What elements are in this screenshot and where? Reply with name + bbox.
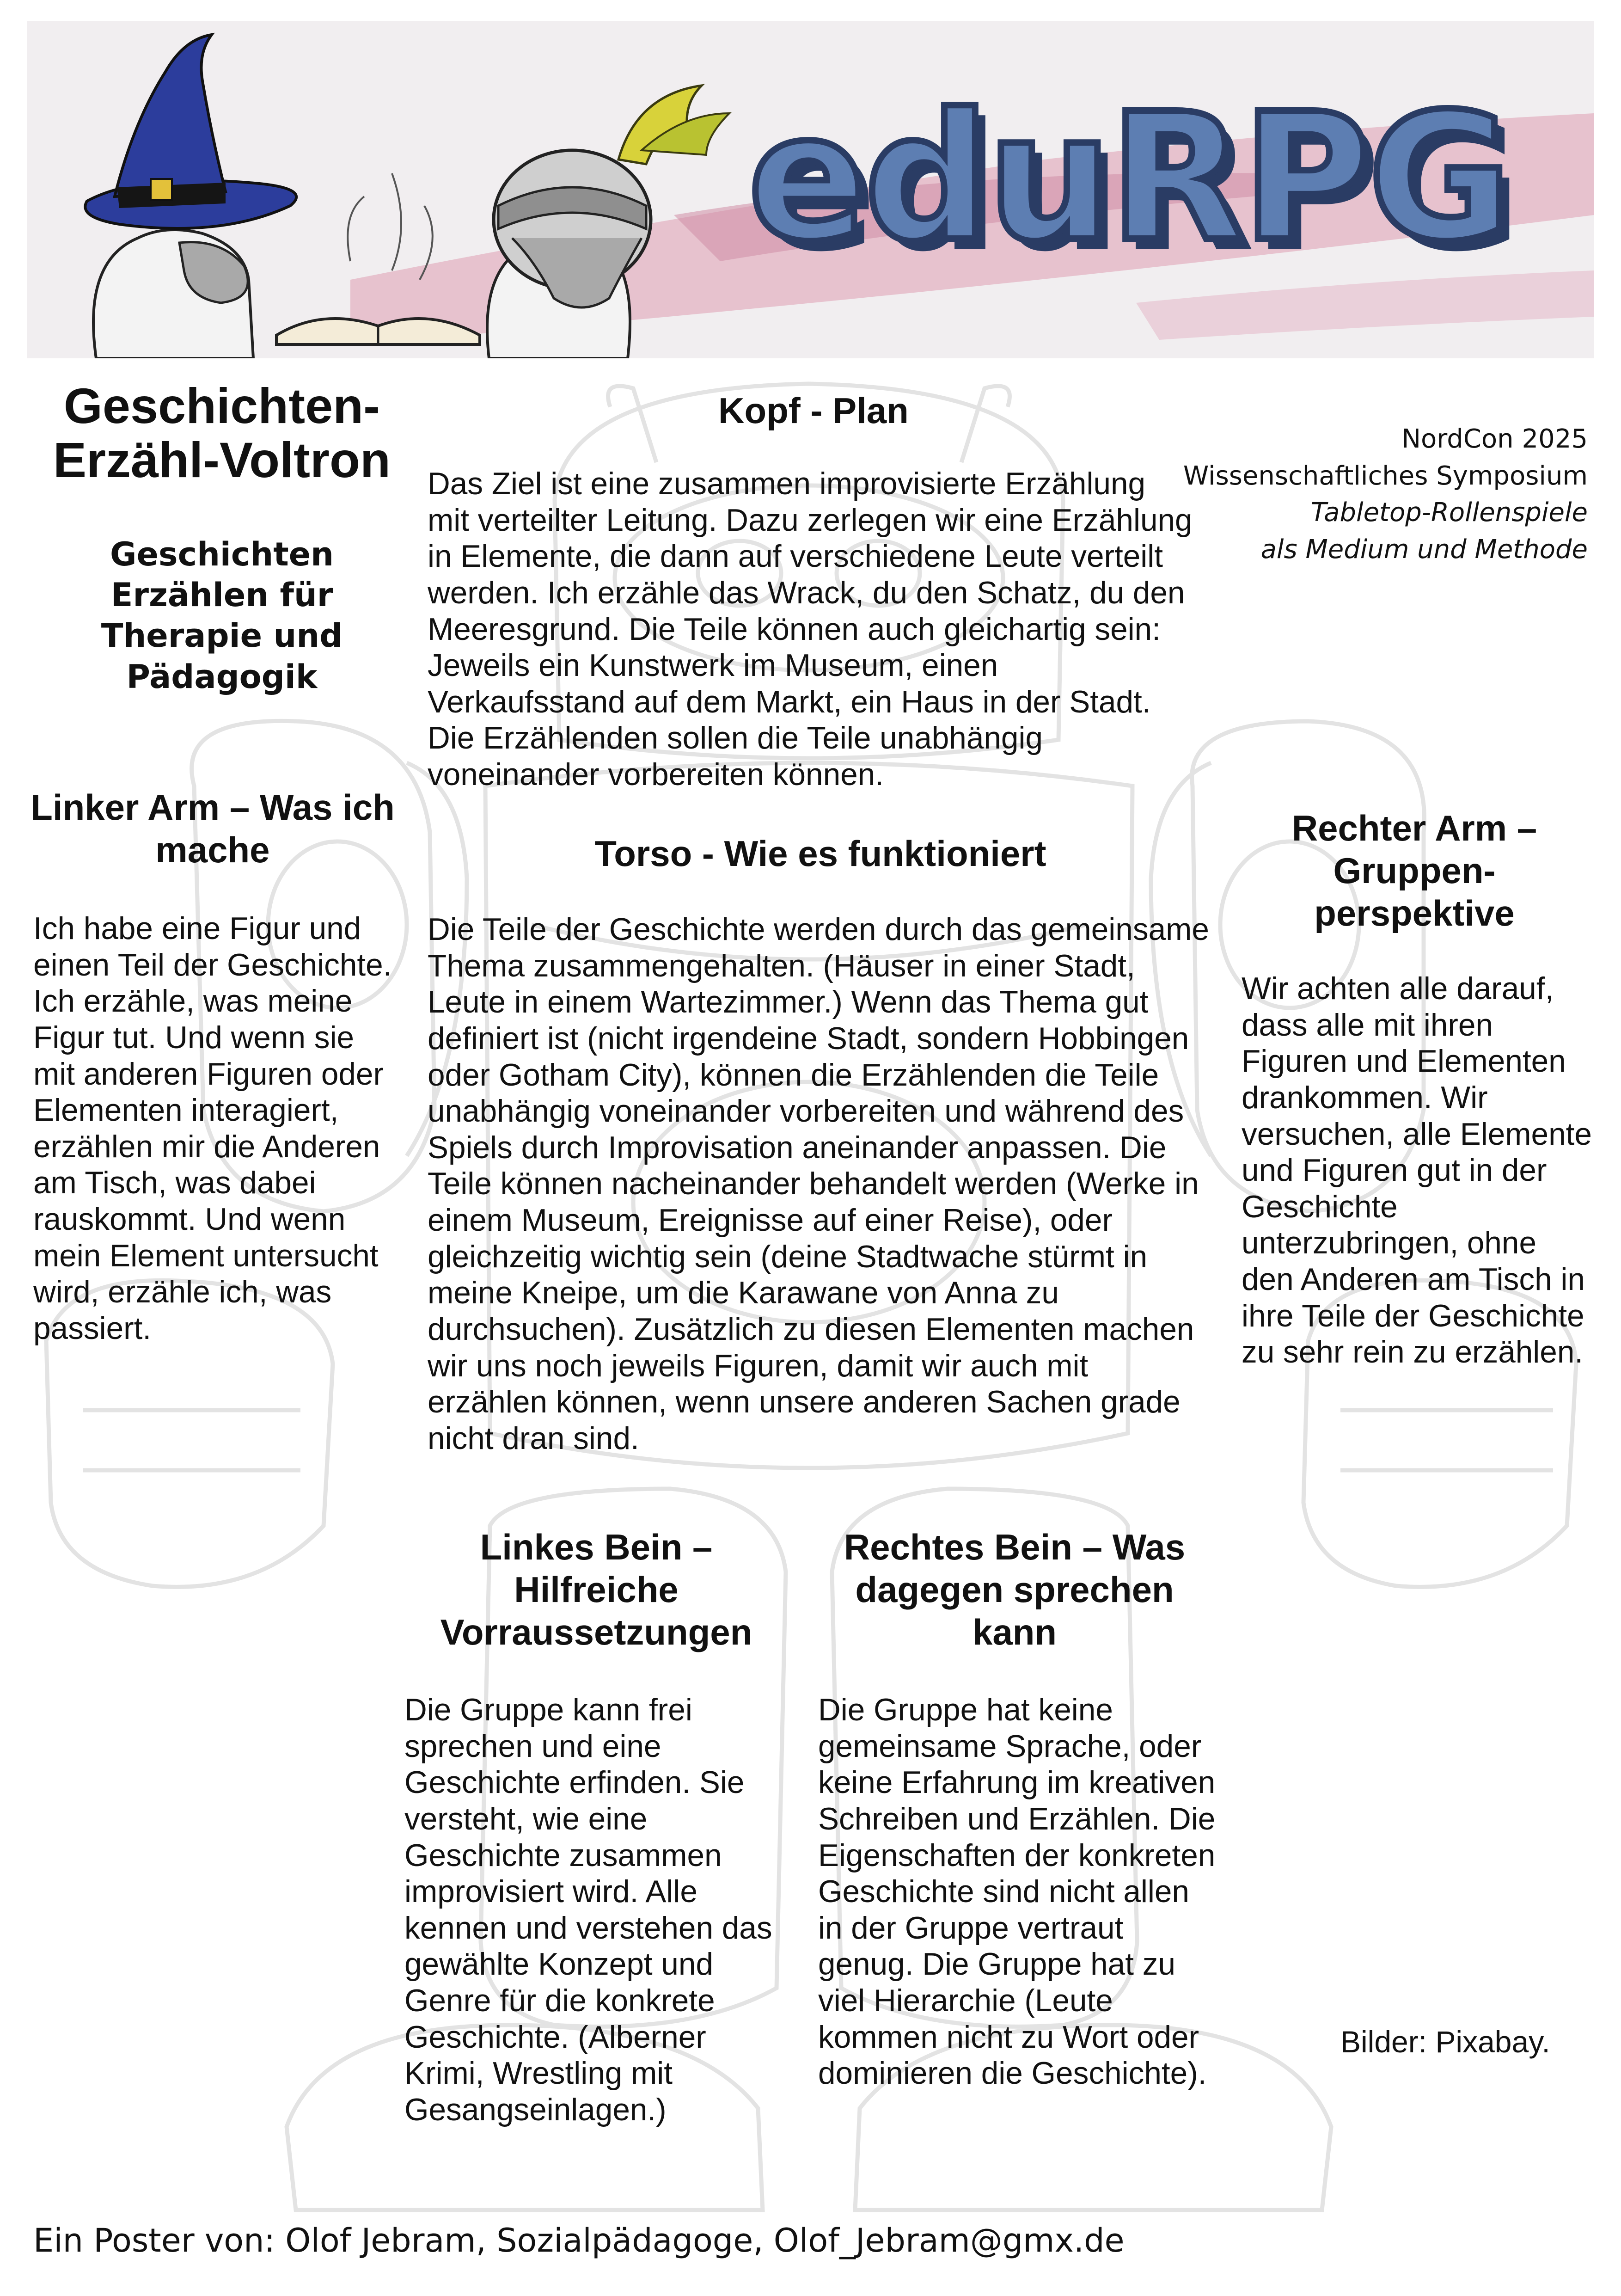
image-credits: Bilder: Pixabay. <box>1340 2025 1550 2059</box>
poster-footer: Ein Poster von: Olof Jebram, Sozialpädagoge, Olof_Jebram@gmx.de <box>33 2222 1125 2259</box>
event-topic-line1: Tabletop-Rollenspiele <box>1310 497 1588 528</box>
section-rechtes-bein-text: Die Gruppe hat keine gemeinsame Sprache, oder keine Erfahrung im kreativen Schreiben und Erzählen. Die Eigenschaften der konkreten Geschichte sind nicht allen in der Gruppe vertraut genug. Die Gruppe hat zu viel Hierarchie (Leute kommen nicht zu Wort oder dominieren die Geschichte). <box>818 1693 1216 2091</box>
section-rechtes-bein-heading: Rechtes Bein – Was dagegen sprechen kann <box>844 1527 1186 1653</box>
section-linkes-bein-heading: Linkes Bein – Hilfreiche Vorraussetzungen <box>440 1527 752 1653</box>
poster-subtitle: Geschichten Erzählen für Therapie und Pädagogik <box>101 535 343 696</box>
section-torso-heading: Torso - Wie es funktioniert <box>594 833 1046 874</box>
event-name: NordCon 2025 <box>1401 424 1588 454</box>
edurpg-logo: eduRPG <box>748 75 1510 280</box>
event-topic-line2: als Medium und Methode <box>1260 534 1588 565</box>
section-linker-arm-text: Ich habe eine Figur und einen Teil der Geschichte. Ich erzähle, was meine Figur tut. Und wenn sie mit anderen Figuren oder Elementen interagiert, erzählen mir die Anderen am Tisch, was dabei rauskommt. Und wenn mein Element untersucht wird, erzähle ich, was passiert. <box>33 911 392 1346</box>
event-info <box>1132 421 1588 568</box>
poster-title: Geschichten-Erzähl-Voltron <box>53 378 391 488</box>
section-kopf-heading: Kopf - Plan <box>718 390 909 431</box>
header-banner <box>27 21 1594 358</box>
wizard-llama-icon <box>85 35 296 358</box>
section-rechter-arm-text: Wir achten alle darauf, dass alle mit ihren Figuren und Elementen drankommen. Wir versuchen, alle Elemente und Figuren gut in der Geschichte unterzubringen, ohne den Anderen am Tisch in ihre Teile der Geschichte zu sehr rein zu erzählen. <box>1242 971 1592 1370</box>
section-kopf-text: Das Ziel ist eine zusammen improvisierte Erzählung mit verteilter Leitung. Dazu zerlegen wir eine Erzählung in Elemente, die dann auf verschiedene Leute verteilt werden. Ich erzähle das Wrack, du den Schatz, du den Meeresgrund. Die Teile können auch gleichartig sein: Jeweils ein Kunstwerk im Museum, einen Verkaufsstand auf dem Markt, ein Haus in der Stadt. Die Erzählenden sollen die Teile unabhängig voneinander vorbereiten können. <box>428 467 1193 792</box>
section-rechter-arm-heading: Rechter Arm – Gruppen-perspektive <box>1291 808 1537 934</box>
section-linker-arm-heading: Linker Arm – Was ich mache <box>31 787 395 871</box>
section-linkes-bein-text: Die Gruppe kann frei sprechen und eine Geschichte erfinden. Sie versteht, wie eine Geschichte zusammen improvisiert wird. Alle kennen und verstehen das gewählte Konzept und Genre für die konkrete Geschichte. (Alberner Krimi, Wrestling mit Gesangseinlagen.) <box>404 1693 772 2127</box>
section-torso-text: Die Teile der Geschichte werden durch das gemeinsame Thema zusammengehalten. (Häuser in einer Stadt, Leute in einem Wartezimmer.) Wenn das Thema gut definiert ist (nicht irgendeine Stadt, sondern Hobbingen oder Gotham City), können die Erzählenden die Teile unabhängig voneinander vorbereiten und während des Spiels durch Improvisation aneinander anpassen. Die Teile können nacheinander behandelt werden (Werke in einem Museum, Ereignisse auf einer Reise), oder gleichzeitig wichtig sein (deine Stadtwache stürmt in meine Kneipe, um die Karawane von Anna zu durchsuchen). Zusätzlich zu diesen Elementen machen wir uns noch jeweils Figuren, damit wir auch mit erzählen können, wenn unsere anderen Sachen grade nicht dran sind. <box>428 912 1209 1456</box>
event-symposium: Wissenschaftliches Symposium <box>1183 460 1588 491</box>
